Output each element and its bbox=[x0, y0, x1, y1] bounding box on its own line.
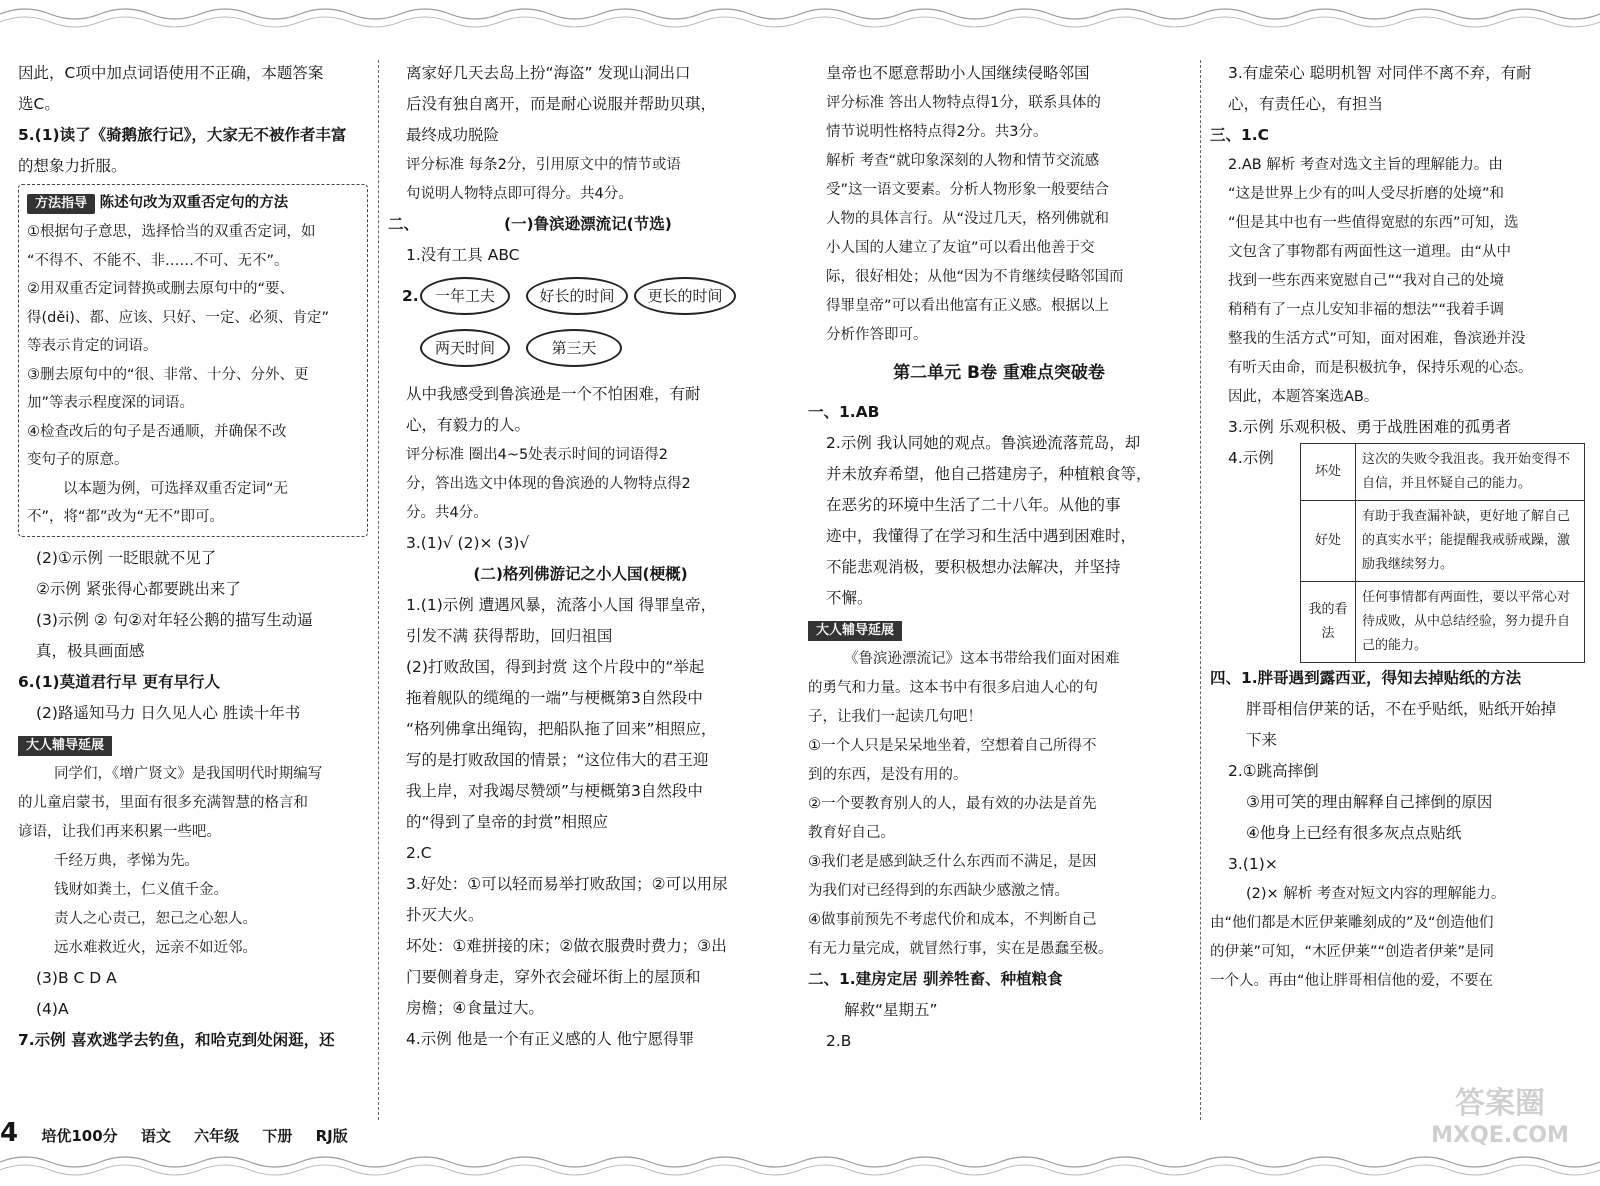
analysis-line: “但是其中也有一些值得宽慰的东西”可知，选 bbox=[1228, 215, 1519, 231]
edition: RJ版 bbox=[315, 1127, 348, 1145]
analysis-line: 由“他们都是木匠伊莱雕刻成的”及“创造他们 bbox=[1210, 915, 1494, 931]
answer-line: 三、1.C bbox=[1210, 126, 1270, 144]
answer-line: 引发不满 获得帮助，回归祖国 bbox=[406, 627, 613, 645]
answer-line: 不懈。 bbox=[826, 589, 873, 607]
extension-line: 谚语，让我们再来积累一些吧。 bbox=[18, 823, 221, 840]
analysis-line: 际，很好相处；从他“因为不肯继续侵略邻国而 bbox=[826, 269, 1124, 285]
method-line: ③删去原句中的“很、非常、十分、分外、更 bbox=[27, 366, 309, 383]
answer-column-1 bbox=[18, 58, 368, 1138]
method-line: ④检查改后的句子是否通顺，并确保不改 bbox=[27, 423, 287, 440]
section-number: 二、 bbox=[388, 215, 420, 233]
quote-line: ②一个要教育别人的人，最有效的办法是首先 bbox=[808, 796, 1097, 812]
question-6: 6.(1)莫道君行早 更有早行人 bbox=[18, 672, 221, 691]
answer-line: “格列佛拿出绳钩，把船队拖了回来”相照应， bbox=[406, 720, 717, 738]
answer-line: 3.(1)√ (2)× (3)√ bbox=[406, 534, 530, 552]
answer-line: 心，有责任心，有担当 bbox=[1228, 95, 1384, 113]
answer-line: 的想象力折服。 bbox=[18, 157, 127, 175]
extension-line: 子，让我们一起读几句吧！ bbox=[808, 709, 982, 725]
opinion-table bbox=[1300, 443, 1585, 663]
analysis-line: (2)× 解析 考查对短文内容的理解能力。 bbox=[1246, 886, 1506, 902]
proverb-line: 责人之心责己，恕己之心恕人。 bbox=[54, 910, 257, 927]
answer-line: 写的是打败敌国的情景；“这位伟大的君王迎 bbox=[406, 751, 709, 769]
answer-line: 最终成功脱险 bbox=[406, 126, 500, 144]
analysis-line: 因此，本题答案选AB。 bbox=[1228, 389, 1379, 405]
analysis-line: 受”这一语文要素。分析人物形象一般要结合 bbox=[826, 182, 1110, 198]
answer-line: 下来 bbox=[1246, 731, 1278, 749]
answer-line: 离家好几天去岛上扮“海盗” 发现山洞出口 bbox=[406, 64, 691, 82]
answer-line: (2)路遥知马力 日久见人心 胜读十年书 bbox=[36, 703, 301, 722]
answer-line: (4)A bbox=[36, 999, 69, 1018]
question-7: 7.示例 喜欢逃学去钓鱼，和哈克到处闲逛，还 bbox=[18, 1030, 335, 1049]
subject: 语文 bbox=[140, 1127, 171, 1145]
circled-word: 好长的时间 bbox=[526, 277, 628, 315]
answer-line: 房檐；④食量过大。 bbox=[406, 999, 544, 1017]
answer-line: (3)示例 ② 句②对年轻公鹅的描写生动逼 bbox=[36, 610, 313, 629]
answer-line: 真，极具画面感 bbox=[36, 641, 145, 660]
answer-line: ②示例 紧张得心都要跳出来了 bbox=[36, 579, 241, 598]
answer-line: 一、1.AB bbox=[808, 403, 880, 421]
analysis-line: 解析 考查“就印象深刻的人物和情节交流感 bbox=[826, 153, 1100, 169]
extension-tag: 大人辅导延展 bbox=[18, 736, 112, 756]
quote-line: 有无力量完成，就冒然行事，实在是愚蠢至极。 bbox=[808, 941, 1113, 957]
analysis-line: “这是世界上少有的叫人受尽折磨的处境”和 bbox=[1228, 186, 1505, 202]
table-cell-value: 任何事情都有两面性，要以平常心对待成败，从中总结经验，努力提升自己的能力。 bbox=[1356, 582, 1585, 663]
quote-line: 为我们对已经得到的东西缺少感激之情。 bbox=[808, 883, 1069, 899]
answer-line: 从中我感受到鲁滨逊是一个不怕困难，有耐 bbox=[406, 385, 701, 403]
question-number: 2. bbox=[402, 287, 419, 305]
answer-line: 我上岸，对我竭尽赞颂”与梗概第3自然段中 bbox=[406, 782, 703, 800]
answer-line: 3.(1)× bbox=[1228, 855, 1278, 873]
answer-line: 门要侧着身走，穿外衣会碰坏街上的屋顶和 bbox=[406, 968, 701, 986]
answer-line: 3.好处：①可以轻而易举打败敌国；②可以用尿 bbox=[406, 875, 728, 893]
method-guide-box bbox=[18, 184, 368, 537]
extension-line: 同学们，《增广贤文》是我国明代时期编写 bbox=[54, 765, 323, 782]
analysis-line: 整我的生活方式”可知，面对困难，鲁滨逊并没 bbox=[1228, 331, 1526, 347]
answer-line: 拖着舰队的缆绳的一端”与梗概第3自然段中 bbox=[406, 689, 703, 707]
method-title: 陈述句改为双重否定句的方法 bbox=[99, 195, 289, 211]
answer-line: 2.B bbox=[826, 1032, 852, 1050]
table-cell-value: 这次的失败令我沮丧。我开始变得不自信，并且怀疑自己的能力。 bbox=[1356, 444, 1585, 501]
volume: 下册 bbox=[262, 1127, 293, 1145]
analysis-line: 小人国的人建立了友谊”可以看出他善于交 bbox=[826, 240, 1095, 256]
answer-line: 4.示例 他是一个有正义感的人 他宁愿得罪 bbox=[406, 1030, 695, 1048]
proverb-line: 远水难救近火，远亲不如近邻。 bbox=[54, 939, 257, 956]
extension-text bbox=[18, 760, 368, 963]
analysis-line: 得罪皇帝”可以看出他富有正义感。根据以上 bbox=[826, 298, 1110, 314]
bottom-wavy-border bbox=[0, 1150, 1600, 1180]
answer-line: 2.①跳高摔倒 bbox=[1228, 762, 1319, 780]
quote-line: ④做事前预先不考虑代价和成本，不判断自己 bbox=[808, 912, 1097, 928]
table-row bbox=[1301, 501, 1585, 582]
scoring-line: 分，答出选文中体现的鲁滨逊的人物特点得2 bbox=[406, 476, 691, 492]
answer-line: 不能悲观消极，要积极想办法解决，并坚持 bbox=[826, 558, 1121, 576]
answer-line: ③用可笑的理由解释自己摔倒的原因 bbox=[1246, 793, 1493, 811]
answer-line: 四、1.胖哥遇到露西亚，得知去掉贴纸的方法 bbox=[1210, 669, 1522, 687]
scoring-line: 评分标准 每条2分，引用原文中的情节或语 bbox=[406, 157, 681, 173]
answer-line: 坏处：①难拼接的床；②做衣服费时费力；③出 bbox=[406, 937, 727, 955]
answer-line: 皇帝也不愿意帮助小人国继续侵略邻国 bbox=[826, 64, 1090, 82]
scoring-line: 评分标准 答出人物特点得1分，联系具体的 bbox=[826, 95, 1101, 111]
circled-word: 第三天 bbox=[526, 329, 622, 367]
answer-line: (2)①示例 一眨眼就不见了 bbox=[36, 548, 217, 567]
answer-line: 选C。 bbox=[18, 95, 60, 113]
answer-line: 解救“星期五” bbox=[844, 1001, 938, 1019]
table-cell-key: 我的看法 bbox=[1301, 582, 1356, 663]
analysis-line: 找到一些东西来宽慰自己”“我对自己的处境 bbox=[1228, 273, 1505, 289]
method-line: 变句子的原意。 bbox=[27, 452, 129, 468]
answer-line: 在恶劣的环境中生活了二十八年。从他的事 bbox=[826, 496, 1121, 514]
section-title: (一)鲁滨逊漂流记(节选) bbox=[503, 215, 672, 233]
analysis-line: 有听天由命，而是积极抗争，保持乐观的心态。 bbox=[1228, 360, 1533, 376]
extension-line: 《鲁滨逊漂流记》这本书带给我们面对困难 bbox=[844, 651, 1120, 667]
method-line: “不得不、不能不、非……不可、无不”。 bbox=[27, 252, 289, 269]
analysis-line: 文包含了事物都有两面性这一道理。由“从中 bbox=[1228, 244, 1512, 260]
column-divider bbox=[1200, 60, 1201, 1120]
table-cell-key: 坏处 bbox=[1301, 444, 1356, 501]
analysis-line: 一个人。再由“他让胖哥相信他的爱，不要在 bbox=[1210, 973, 1494, 989]
answer-line: 3.示例 乐观积极、勇于战胜困难的孤勇者 bbox=[1228, 418, 1512, 436]
method-tag: 方法指导 bbox=[27, 194, 95, 214]
proverb-line: 钱财如粪土，仁义值千金。 bbox=[54, 881, 228, 898]
answer-line: 因此，C项中加点词语使用不正确，本题答案 bbox=[18, 64, 324, 82]
circled-time-words bbox=[388, 271, 773, 325]
answer-line: 2.C bbox=[406, 844, 432, 862]
circled-word: 两天时间 bbox=[420, 329, 510, 367]
answer-line: 的“得到了皇帝的封赏”相照应 bbox=[406, 813, 609, 831]
table-row bbox=[1301, 444, 1585, 501]
scoring-line: 分。共4分。 bbox=[406, 505, 488, 521]
answer-line: 1.没有工具 ABC bbox=[406, 246, 520, 264]
method-line: 以本题为例，可选择双重否定词“无 bbox=[63, 480, 289, 497]
method-line: 得(děi)、都、应该、只好、一定、必须、肯定” bbox=[27, 309, 329, 326]
analysis-line: 稍稍有了一点儿安知非福的想法”“我着手调 bbox=[1228, 302, 1505, 318]
subsection-title: (二)格列佛游记之小人国(梗概) bbox=[473, 565, 688, 583]
method-line: 加”等表示程度深的词语。 bbox=[27, 395, 195, 411]
top-wavy-border bbox=[0, 4, 1600, 34]
page-number: 4 bbox=[0, 1118, 19, 1148]
extension-line: 的儿童启蒙书，里面有很多充满智慧的格言和 bbox=[18, 794, 308, 811]
answer-line: 胖哥相信伊莱的话，不在乎贴纸，贴纸开始掉 bbox=[1246, 700, 1557, 718]
watermark bbox=[1405, 1085, 1595, 1155]
method-line: ①根据句子意思，选择恰当的双重否定词，如 bbox=[27, 224, 316, 240]
answer-line: 1.(1)示例 遭遇风暴，流落小人国 得罪皇帝， bbox=[406, 596, 717, 614]
page-footer bbox=[0, 1118, 366, 1148]
answer-line: 扑灭大火。 bbox=[406, 906, 484, 924]
question-5: 5.(1)读了《骑鹅旅行记》，大家无不被作者丰富 bbox=[18, 126, 347, 144]
circled-word: 一年工夫 bbox=[420, 277, 510, 315]
analysis-line: 人物的具体言行。从“没过几天，格列佛就和 bbox=[826, 211, 1110, 227]
method-line: 等表示肯定的词语。 bbox=[27, 338, 158, 354]
answer-line: (3)B C D A bbox=[36, 968, 117, 987]
answer-line: 3.有虚荣心 聪明机智 对同伴不离不弃，有耐 bbox=[1228, 64, 1532, 82]
unit-title: 第二单元 B卷 重难点突破卷 bbox=[893, 363, 1105, 383]
table-cell-key: 好处 bbox=[1301, 501, 1356, 582]
answer-line: 迹中，我懂得了在学习和生活中遇到困难时， bbox=[826, 527, 1137, 545]
grade: 六年级 bbox=[194, 1127, 240, 1145]
scoring-line: 句说明人物特点即可得分。共4分。 bbox=[406, 186, 633, 202]
watermark-logo: 答案圈 bbox=[1455, 1086, 1545, 1121]
scoring-line: 情节说明性格特点得2分。共3分。 bbox=[826, 124, 1048, 140]
answer-line: 2.示例 我认同她的观点。鲁滨逊流落荒岛，却 bbox=[826, 434, 1141, 452]
column-divider bbox=[378, 60, 379, 1120]
answer-line: 并未放弃希望，他自己搭建房子，种植粮食等， bbox=[826, 465, 1152, 483]
answer-line: 二、1.建房定居 驯养牲畜、种植粮食 bbox=[808, 970, 1063, 988]
answer-line: 后没有独自离开，而是耐心说服并帮助贝琪， bbox=[406, 95, 717, 113]
extension-text bbox=[808, 645, 1190, 964]
watermark-url: MXQE.COM bbox=[1431, 1123, 1569, 1148]
analysis-line: 2.AB 解析 考查对选文主旨的理解能力。由 bbox=[1228, 157, 1503, 173]
answer-line: 心，有毅力的人。 bbox=[406, 416, 531, 434]
analysis-line: 分析作答即可。 bbox=[826, 327, 928, 343]
quote-line: ③我们老是感到缺乏什么东西而不满足，是因 bbox=[808, 854, 1097, 870]
extension-line: 的勇气和力量。这本书中有很多启迪人心的句 bbox=[808, 680, 1098, 696]
proverb-line: 千经万典，孝悌为先。 bbox=[54, 852, 199, 869]
table-cell-value: 有助于我查漏补缺，更好地了解自己的真实水平；能提醒我戒骄戒躁，激励我继续努力。 bbox=[1356, 501, 1585, 582]
answer-column-4: 3.有虚荣心 聪明机智 对同伴不离不弃，有耐 心，有责任心，有担当 三、1.C 2.AB 解析 考查对选文主旨的理解能力。由 “这是世界上少有的叫人受尽折磨的处境”和 “但是其中也有一些值得宽慰的东西”可知，选 文包含了事物都有两面性这一道理。由“从中 找到一些东西来宽慰自己”“我对自己的处境 稍稍有了一点儿安知非福的想法”“我着手调 整我的生活方式”可知，面对困难，鲁滨逊并没 有听天由命，而是积极抗争，保持乐观的心态。 因此，本题答案选AB。 3.示例 乐观积极、勇于战胜困难的孤勇者 4.示例 坏处 这次的失败令我沮丧。我开始变得不自信，并且怀疑自己的能力。 好处 有助于我查漏补缺，更好地了解自己的真实水平；能提醒我戒骄戒躁，激励我继续努力。 我的看法 任何事情都有两面性，要以平常心对待成败，从中总结经验，努力提升自己的能力。 四、1.胖哥遇到露西亚，得知去掉贴纸的方法 胖哥相信伊莱的话，不在乎贴纸，贴纸开始掉 下来 2.①跳高摔倒 ③用可笑的理由解释自己摔倒的原因 ④他身上已经有很多灰点点贴纸 3.(1)× (2)× 解析 考查对短文内容的理解能力。 由“他们都是木匠伊莱雕刻成的”及“创造他们 的伊莱”可知，“木匠伊莱”“创造者伊莱”是同 一个人。再由“他让胖哥相信他的爱，不要在 bbox=[1210, 58, 1595, 1138]
answer-line: ④他身上已经有很多灰点点贴纸 bbox=[1246, 824, 1462, 842]
quote-line: 到的东西，是没有用的。 bbox=[808, 767, 968, 783]
book-title: 培优100分 bbox=[41, 1127, 118, 1145]
answer-column-2 bbox=[388, 58, 773, 1138]
analysis-line: 的伊莱”可知，“木匠伊莱”“创造者伊莱”是同 bbox=[1210, 944, 1495, 960]
method-line: ②用双重否定词替换或删去原句中的“要、 bbox=[27, 281, 295, 297]
circled-time-words bbox=[388, 325, 773, 379]
circled-word: 更长的时间 bbox=[634, 277, 736, 315]
extension-tag: 大人辅导延展 bbox=[808, 621, 902, 641]
answer-column-3 bbox=[808, 58, 1190, 1138]
quote-line: 教育好自己。 bbox=[808, 825, 895, 841]
answer-line: (2)打败敌国，得到封赏 这个片段中的“举起 bbox=[406, 658, 705, 676]
quote-line: ①一个人只是呆呆地坐着，空想着自己所得不 bbox=[808, 738, 1097, 754]
table-row bbox=[1301, 582, 1585, 663]
method-line: 不”，将“都”改为“无不”即可。 bbox=[27, 509, 225, 525]
scoring-line: 评分标准 圈出4~5处表示时间的词语得2 bbox=[406, 447, 668, 463]
